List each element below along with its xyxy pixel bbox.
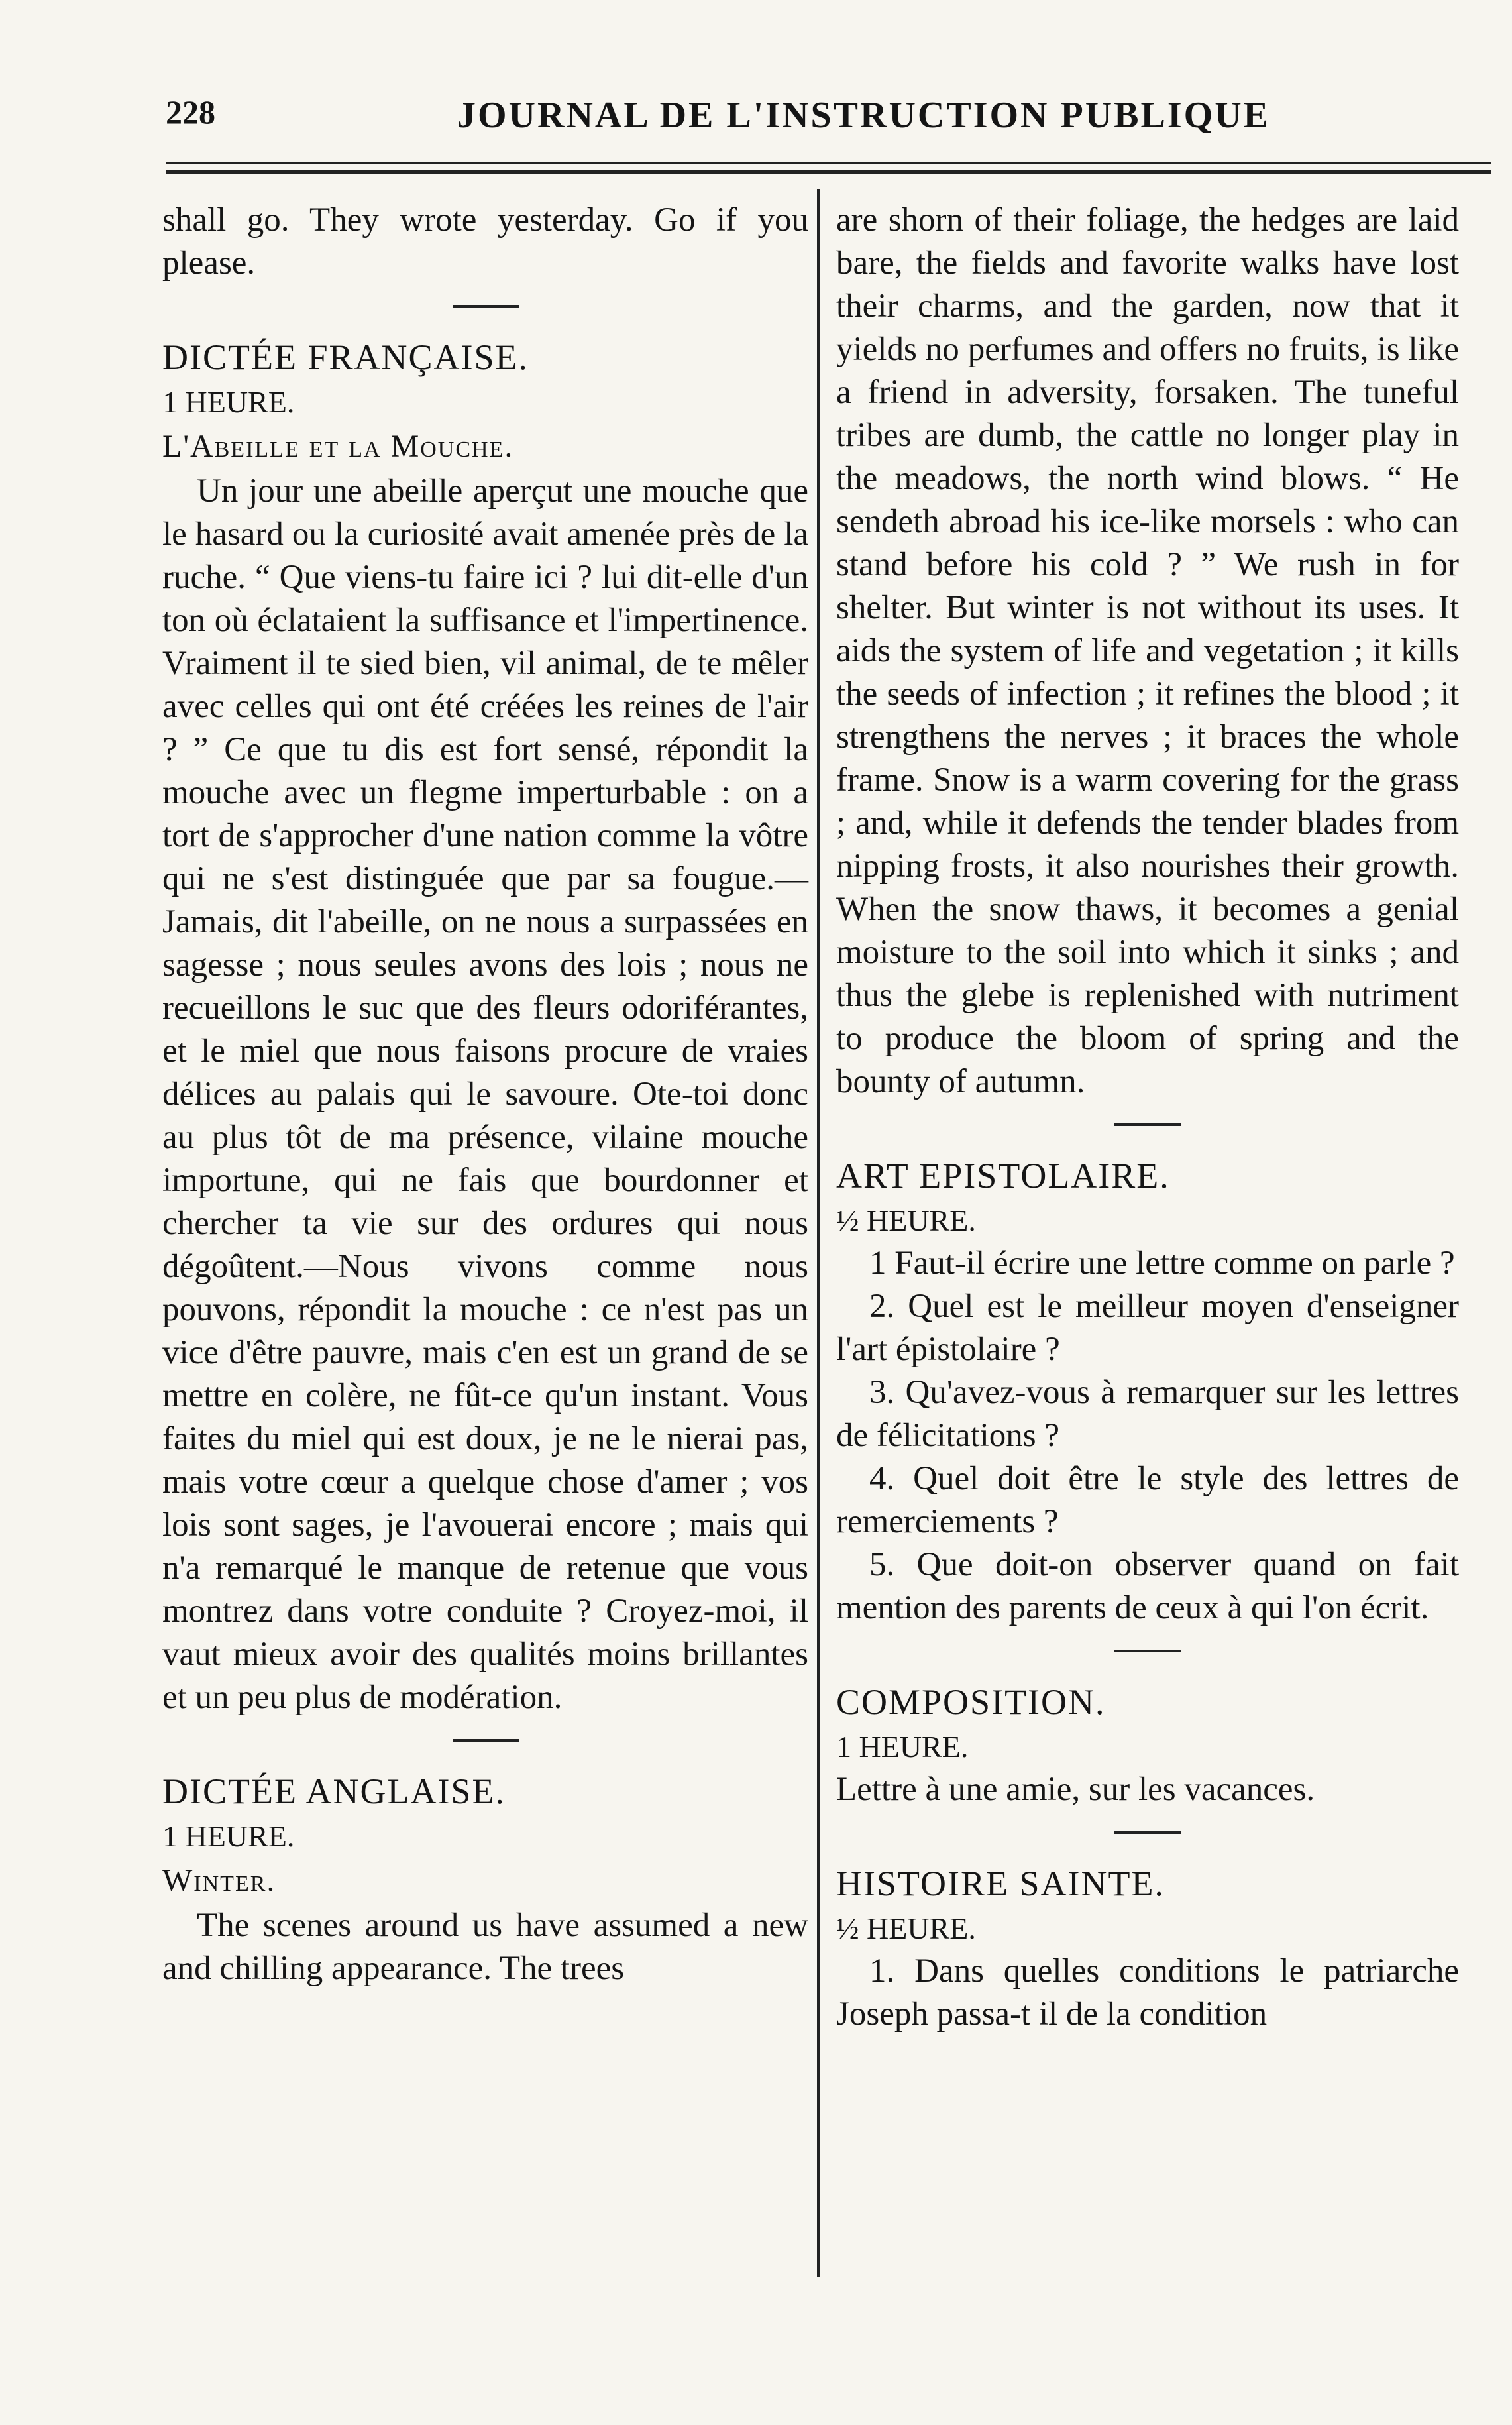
composition-time: 1 HEURE. — [836, 1730, 969, 1764]
page-header — [166, 93, 1411, 152]
histoire-sainte-body: 1. Dans quelles conditions le patriarche Joseph passa-t il de la condition — [836, 1952, 1459, 2033]
question-item: 1 Faut-il écrire une lettre comme on parle ? — [869, 1245, 1455, 1282]
winter-text-continued: are shorn of their foliage, the hedges are laid bare, the fields and favorite walks have lost their charms, and the garden, now that it yields no perfumes and offers no fruits, is like a friend in adversity, forsaken. The tuneful tribes are dumb, the cattle no longer play in the meadows, the north wind blows. “ He sendeth abroad his ice-like morsels : who can stand before his cold ? ” We rush in for shelter. But winter is not without its uses. It aids the system of life and vegetation ; it kills the seeds of infection ; it refines the blood ; it strengthens the nerves ; it braces the whole frame. Snow is a warm covering for the grass ; and, while it defends the tender blades from nipping frosts, it also nourishes their growth. When the snow thaws, it becomes a genial moisture to the soil into which it sinks ; and thus the glebe is replenished with nutriment to produce the bloom of spring and the bounty of autumn. — [836, 201, 1459, 1100]
histoire-sainte-title: HISTOIRE SAINTE. — [836, 1864, 1165, 1903]
histoire-sainte-time: ½ HEURE. — [836, 1911, 976, 1945]
art-epistolaire-title: ART EPISTOLAIRE. — [836, 1156, 1170, 1196]
art-epistolaire-time: ½ HEURE. — [836, 1204, 976, 1237]
question-item: 2. Quel est le meilleur moyen d'enseigner l'art épistolaire ? — [836, 1288, 1459, 1368]
dictee-francaise-time: 1 HEURE. — [162, 385, 295, 419]
composition-title: COMPOSITION. — [836, 1682, 1106, 1722]
question-item: 3. Qu'avez-vous à remarquer sur les lettres de félicitations ? — [836, 1374, 1459, 1454]
section-separator — [1114, 1123, 1181, 1126]
dictee-francaise-title: DICTÉE FRANÇAISE. — [162, 337, 529, 377]
dictee-francaise-body: Un jour une abeille aperçut une mouche que le hasard ou la curiosité avait amenée près de la ruche. “ Que viens-tu faire ici ? lui dit-elle d'un ton où éclataient la suffisance et l'impertinence. Vraiment il te sied bien, vil animal, de te mêler avec celles qui ont été créées les reines de l'air ? ” Ce que tu dis est fort sensé, répondit la mouche avec un flegme imperturbable : on a tort de s'approcher d'une nation comme la vôtre qui ne s'est distinguée que par sa fougue.—Jamais, dit l'abeille, on ne nous a surpassées en sagesse ; nous seules avons des lois ; nous ne recueillons le suc que des fleurs odoriférantes, et le miel que nous faisons procure de vraies délices au palais qui le savoure. Ote-toi donc au plus tôt de ma présence, vilaine mouche importune, qui ne fais que bourdonner et chercher ta vie sur des ordures qui nous dégoûtent.—Nous vivons comme nous pouvons, répondit la mouche : ce n'est pas un vice d'être pauvre, mais c'en est un grand de se mettre en colère, ne fût-ce qu'un instant. Vous faites du miel qui est doux, je ne le nierai pas, mais votre cœur a quelque chose d'amer ; vos lois sont sages, je l'avouerai encore ; mais qui n'a remarqué le manque de retenue que vous montrez dans votre conduite ? Croyez-moi, il vaut mieux avoir des qualités moins brillantes et un peu plus de modération. — [162, 473, 808, 1716]
header-rule-thin — [166, 162, 1491, 164]
dictee-anglaise-time: 1 HEURE. — [162, 1819, 295, 1853]
section-separator — [1114, 1831, 1181, 1834]
question-item: 4. Quel doit être le style des lettres de remerciements ? — [836, 1460, 1459, 1540]
page-number: 228 — [166, 93, 215, 131]
section-separator — [1114, 1650, 1181, 1652]
section-separator — [453, 305, 519, 308]
section-separator — [453, 1739, 519, 1742]
header-rule-thick — [166, 170, 1491, 174]
composition-body: Lettre à une amie, sur les vacances. — [836, 1771, 1315, 1808]
question-item: 5. Que doit-on observer quand on fait mention des parents de ceux à qui l'on écrit. — [836, 1546, 1459, 1626]
right-column — [836, 199, 1459, 2036]
dictee-anglaise-body: The scenes around us have assumed a new and chilling appearance. The trees — [162, 1907, 808, 1987]
intro-text: shall go. They wrote yesterday. Go if you please. — [162, 201, 808, 282]
left-column — [162, 199, 808, 1990]
dictee-anglaise-title: DICTÉE ANGLAISE. — [162, 1772, 506, 1811]
dictee-anglaise-subtitle: Winter. — [162, 1863, 276, 1898]
dictee-francaise-subtitle: L'Abeille et la Mouche. — [162, 429, 514, 464]
journal-title: JOURNAL DE L'INSTRUCTION PUBLIQUE — [457, 95, 1270, 136]
column-divider — [817, 189, 820, 2277]
